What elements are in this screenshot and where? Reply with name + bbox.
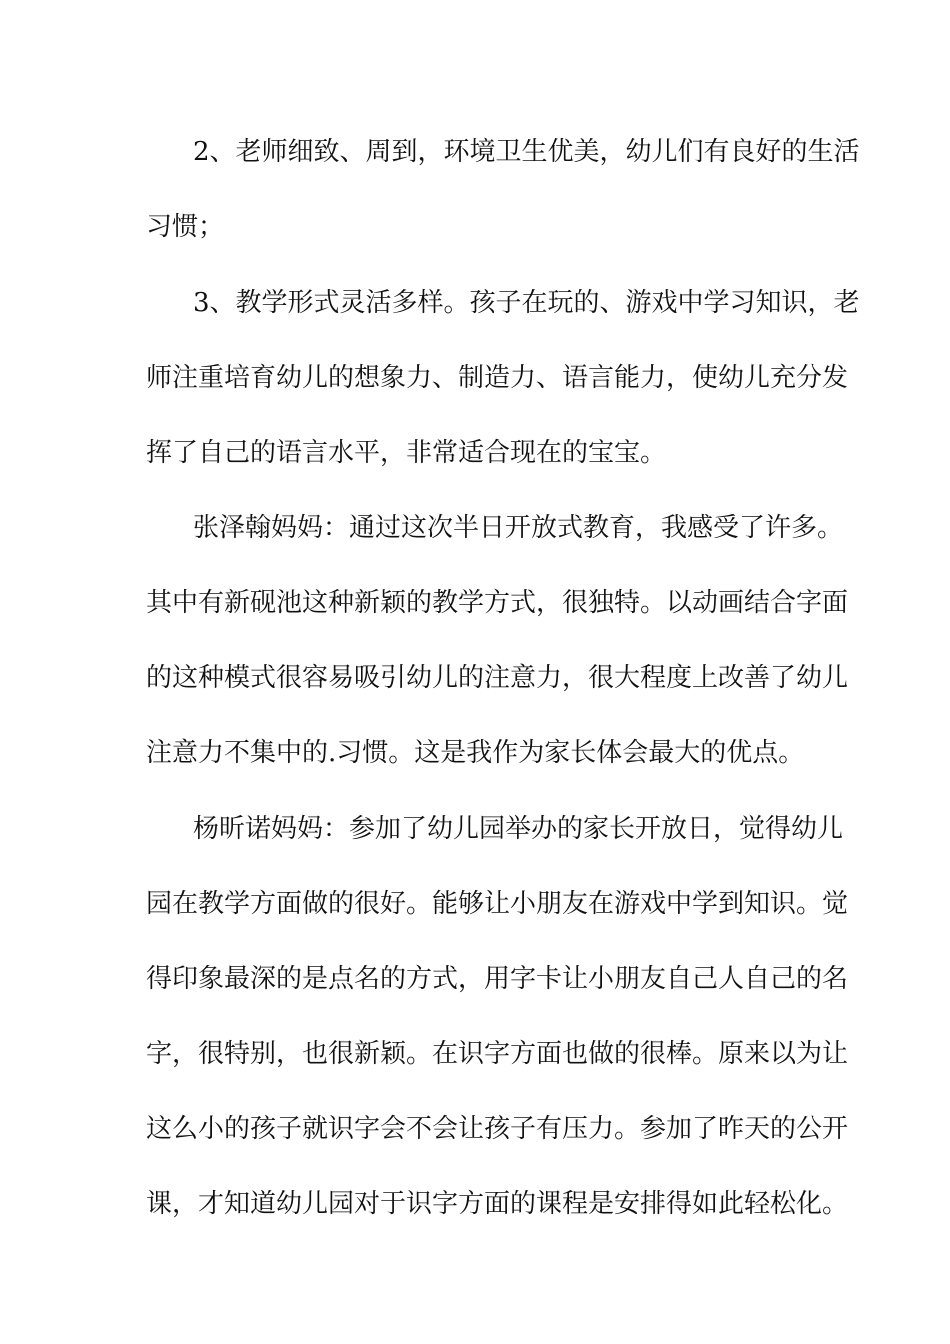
- paragraph-line: 杨昕诺妈妈：参加了幼儿园举办的家长开放日，觉得幼儿: [193, 814, 844, 844]
- paragraph-line: 3、教学形式灵活多样。孩子在玩的、游戏中学习知识，老: [193, 288, 860, 318]
- paragraph-line: 师注重培育幼儿的想象力、制造力、语言能力，使幼儿充分发: [146, 363, 849, 393]
- paragraph-line: 得印象最深的是点名的方式，用字卡让小朋友自己人自己的名: [146, 964, 849, 994]
- paragraph-line: 课，才知道幼儿园对于识字方面的课程是安排得如此轻松化。: [146, 1189, 849, 1219]
- paragraph-line: 其中有新砚池这种新颖的教学方式，很独特。以动画结合字面: [146, 588, 849, 618]
- paragraph-line: 挥了自己的语言水平，非常适合现在的宝宝。: [146, 438, 667, 468]
- paragraph-line: 张泽翰妈妈：通过这次半日开放式教育，我感受了许多。: [193, 513, 844, 543]
- paragraph-line: 园在教学方面做的很好。能够让小朋友在游戏中学到知识。觉: [146, 889, 849, 919]
- paragraph-line: 注意力不集中的.习惯。这是我作为家长体会最大的优点。: [146, 738, 805, 768]
- paragraph-line: 的这种模式很容易吸引幼儿的注意力，很大程度上改善了幼儿: [146, 663, 849, 693]
- paragraph-line: 2、老师细致、周到，环境卫生优美，幼儿们有良好的生活: [193, 137, 860, 167]
- paragraph-line: 习惯；: [146, 212, 225, 242]
- paragraph-line: 字，很特别，也很新颖。在识字方面也做的很棒。原来以为让: [146, 1039, 849, 1069]
- paragraph-line: 这么小的孩子就识字会不会让孩子有压力。参加了昨天的公开: [146, 1114, 849, 1144]
